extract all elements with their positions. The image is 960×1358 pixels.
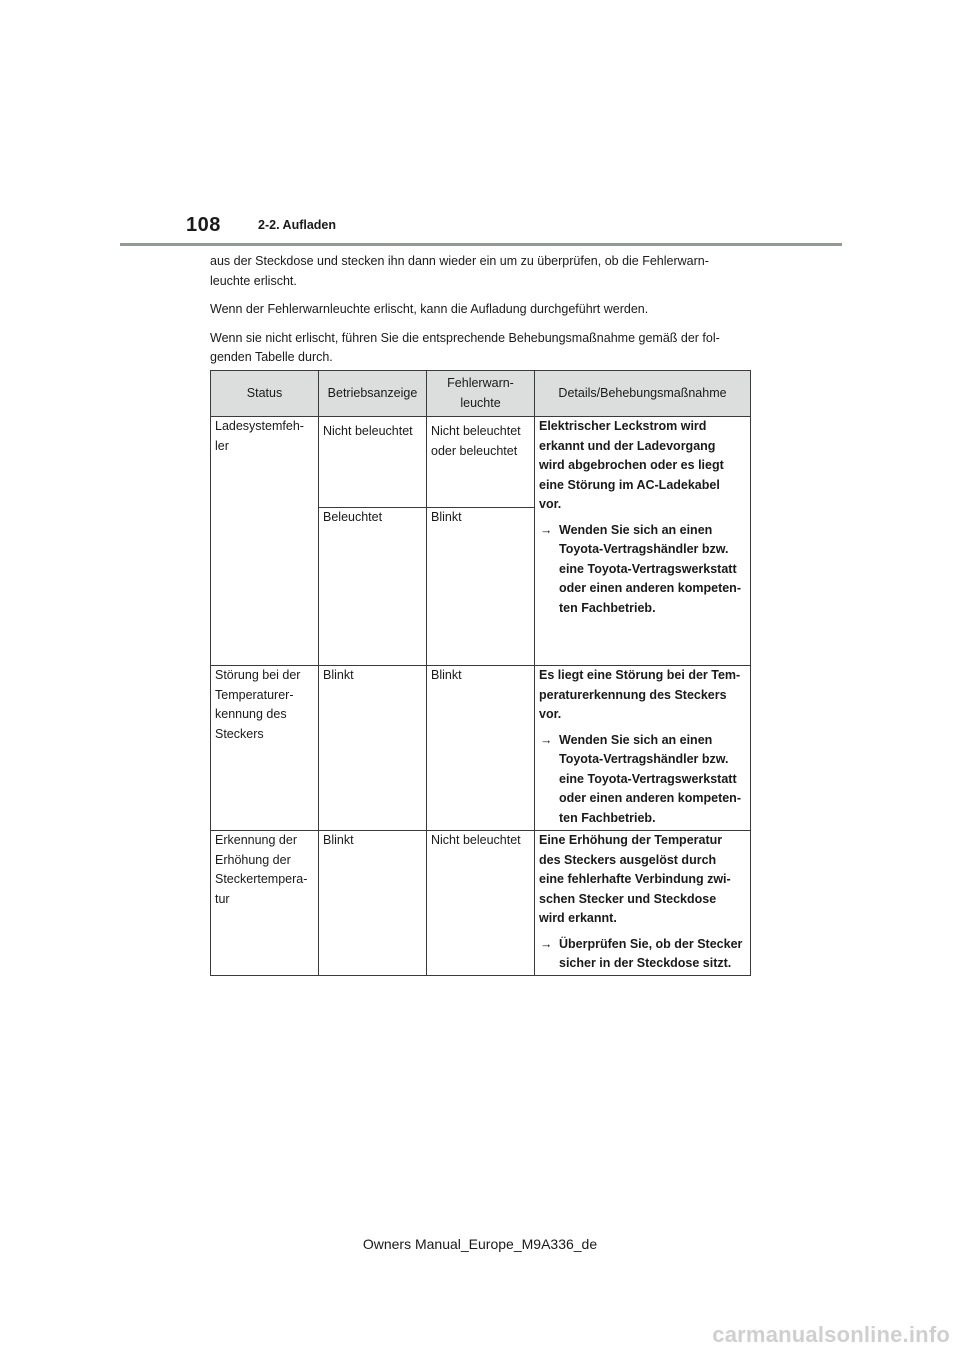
error-table <box>210 370 751 976</box>
paragraph: Wenn der Fehlerwarnleuchte erlischt, kann die Aufladung durchgeführt werden. <box>210 302 649 316</box>
detail-description: Es liegt eine Störung bei der Tem- peraturerkennung des Steckers vor. <box>539 668 741 721</box>
warn-cell: Blinkt <box>427 666 535 831</box>
detail-action <box>539 935 746 974</box>
warn-cell: Blinkt <box>427 508 535 666</box>
details-cell <box>535 666 751 831</box>
arrow-right-icon: → <box>540 522 553 537</box>
column-header-details: Details/Behebungsmaßnahme <box>535 371 751 417</box>
paragraph: Wenn sie nicht erlischt, führen Sie die entsprechende Behebungsmaßnahme gemäß der fol- genden Tabelle durch. <box>210 330 720 364</box>
header-divider <box>120 243 842 246</box>
warn-cell: Nicht beleuchtet <box>427 831 535 976</box>
detail-description: Eine Erhöhung der Temperatur des Steckers ausgelöst durch eine fehlerhafte Verbindung zwi- schen Stecker und Steckdose wird erkannt. <box>539 833 731 925</box>
column-header-status: Status <box>211 371 319 417</box>
detail-description: Elektrischer Leckstrom wird erkannt und der Ladevorgang wird abgebrochen oder es liegt eine Störung im AC-Ladekabel vor. <box>539 419 724 511</box>
action-text: Wenden Sie sich an einen Toyota-Vertragshändler bzw. eine Toyota-Vertragswerkstatt oder einen anderen kompeten- ten Fachbetrieb. <box>559 522 741 615</box>
betrieb-cell: Blinkt <box>319 831 427 976</box>
table-header-row <box>211 371 751 417</box>
column-header-betriebsanzeige: Betriebsanzeige <box>319 371 427 417</box>
details-cell <box>535 417 751 666</box>
arrow-right-icon: → <box>540 732 553 747</box>
betrieb-cell: Beleuchtet <box>319 508 427 666</box>
details-cell <box>535 831 751 976</box>
intro-text <box>210 252 755 377</box>
status-cell: Störung bei der Temperaturer- kennung des Steckers <box>211 666 319 831</box>
table-row <box>211 666 751 831</box>
status-cell: Erkennung der Erhöhung der Steckertempera- tur <box>211 831 319 976</box>
warn-cell: Nicht beleuchtet oder beleuchtet <box>427 417 535 508</box>
action-text: Überprüfen Sie, ob der Stecker sicher in der Steckdose sitzt. <box>559 936 743 970</box>
table-row <box>211 417 751 508</box>
section-title: 2-2. Aufladen <box>258 218 337 232</box>
action-text: Wenden Sie sich an einen Toyota-Vertragshändler bzw. eine Toyota-Vertragswerkstatt oder einen anderen kompeten- ten Fachbetrieb. <box>559 732 741 825</box>
column-header-fehlerwarnleuchte: Fehlerwarn- leuchte <box>427 371 535 417</box>
detail-action <box>539 521 746 619</box>
arrow-right-icon: → <box>540 936 553 951</box>
betrieb-cell: Nicht beleuchtet <box>319 417 427 508</box>
document-id: Owners Manual_Europe_M9A336_de <box>362 1236 598 1252</box>
detail-action <box>539 731 746 829</box>
page-number: 108 <box>186 214 221 236</box>
table-row <box>211 831 751 976</box>
watermark: carmanualsonline.info <box>712 1322 950 1347</box>
betrieb-cell: Blinkt <box>319 666 427 831</box>
status-cell: Ladesystemfeh- ler <box>211 417 319 666</box>
paragraph: aus der Steckdose und stecken ihn dann wieder ein um zu überprüfen, ob die Fehlerwarn- leuchte erlischt. <box>210 254 709 288</box>
